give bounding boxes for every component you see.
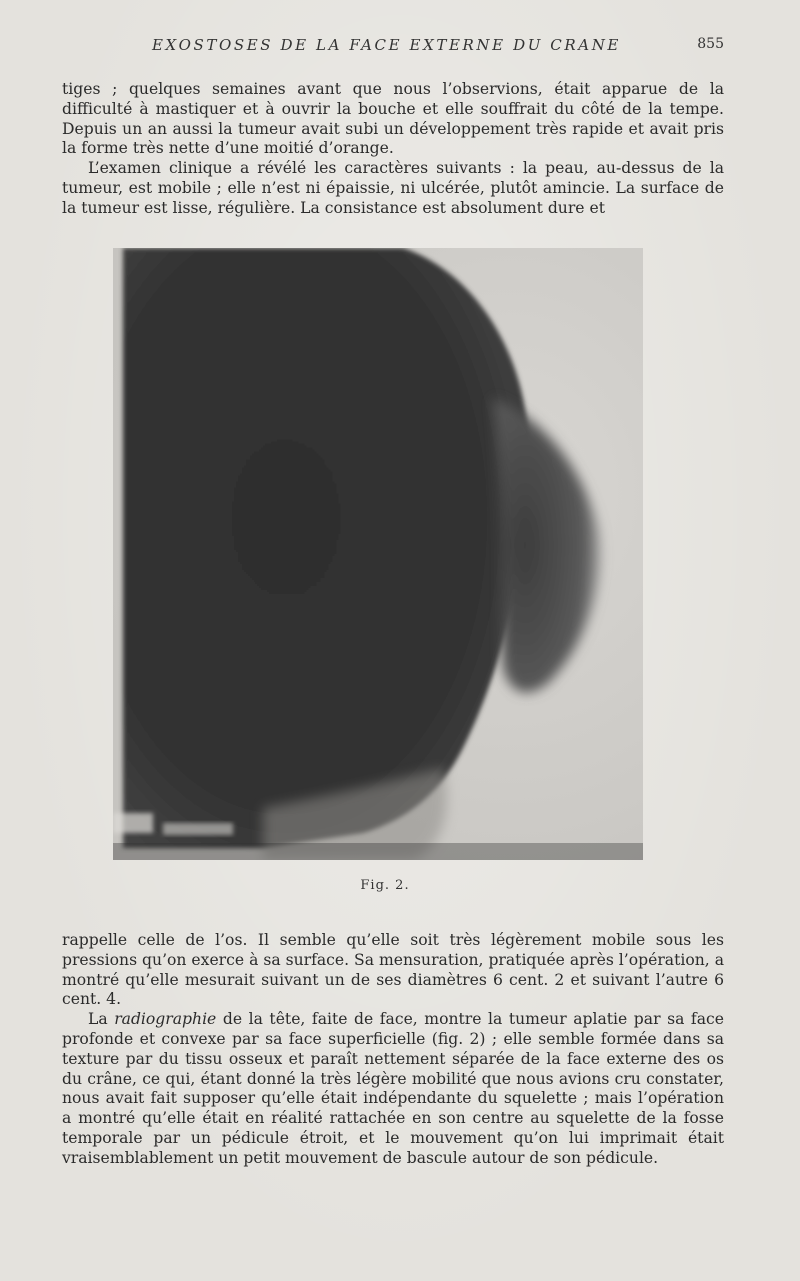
paragraph: rappelle celle de l’os. Il semble qu’elle soit très légèrement mobile sous les pressions qu’on exerce à sa surface. Sa mensuration, pratiquée après l’opération, a montré qu’elle mesurait suivant un de ses diamètres 6 cent. 2 et suivant l’autre 6 cent. 4.: [62, 931, 724, 1009]
paragraph: L’examen clinique a révélé les caractères suivants : la peau, au-dessus de la tumeur, est mobile ; elle n’est ni épaissie, ni ulcérée, plutôt amincie. La surface de la tumeur est lisse, régulière. La consistance est absolument dure et: [62, 159, 724, 217]
paragraph-rest: de la tête, faite de face, montre la tumeur aplatie par sa face profonde et convexe par sa face superficielle (fig. 2) ; elle semble formée dans sa texture par du tissu osseux et paraît nettement séparée de la face externe des os du crâne, ce qui, étant donné la très légère mobilité que nous avions cru constater, nous avait fait supposer qu’elle était indépendante du squelette ; mais l’opération a montré qu’elle était en réalité rattachée en son centre au squelette de la fosse temporale par un pédicule étroit, et le mouvement qu’on lui imprimait était vraisemblablement un petit mouvement de bascule autour de son pédicule.: [62, 1010, 724, 1167]
text-block-bottom: [62, 931, 724, 1169]
paragraph: [62, 1010, 724, 1168]
paragraph: tiges ; quelques semaines avant que nous l’observions, était apparue de la difficulté à mastiquer et à ouvrir la bouche et elle souffrait du côté de la tempe. Depuis un an aussi la tumeur avait subi un développement très rapide et avait pris la forme très nette d’une moitié d’orange.: [62, 80, 724, 158]
text-block-top: [62, 80, 724, 219]
running-title: EXOSTOSES DE LA FACE EXTERNE DU CRANE: [152, 36, 621, 54]
running-head: [60, 36, 724, 56]
radiograph-image: [113, 248, 643, 860]
figure-caption: Fig. 2.: [360, 878, 410, 893]
paragraph-lead: La: [88, 1010, 108, 1029]
italic-term: radiographie: [114, 1010, 217, 1029]
radiograph-figure: [113, 248, 643, 860]
page-number: 855: [697, 36, 724, 52]
